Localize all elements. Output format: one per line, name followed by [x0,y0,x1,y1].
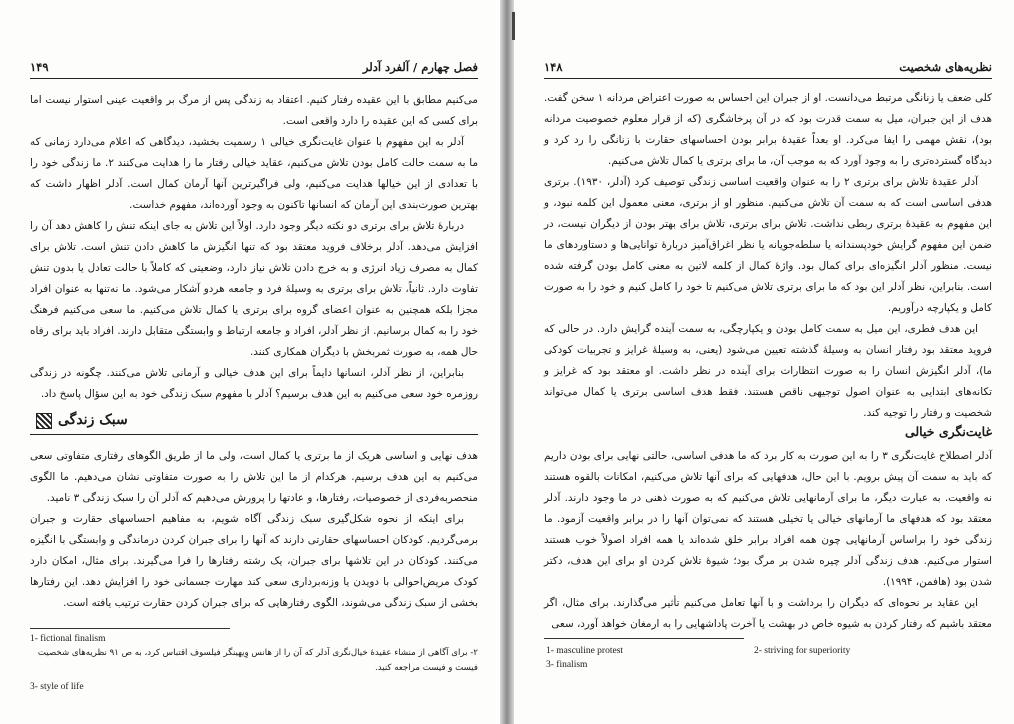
left-page [0,0,500,724]
right-page-number: ۱۴۸ [544,60,563,74]
right-running-title: نظریه‌های شخصیت [899,60,992,74]
paragraph: این هدف فطری، این میل به سمت کامل بودن و یکپارچگی، به سمت آینده گرایش دارد. در حالی که فروید معتقد بود رفتار انسان به وسیلهٔ گذشته تعیین می‌شود (یعنی، به وسیلهٔ غرایز و تجربیات کودکی ما)، آدلر انگیزش انسان را به صورت انتظارات برای آینده در نظر داشت. او معتقد بود که غرایز و تکانه‌های ابتدایی به عنوان اصول توجیهی ناقص هستند. فقط هدف اساسی برتری یا کمال می‌تواند شخصیت و رفتار را توجیه کند. [544,323,992,419]
book-gutter [500,0,514,724]
right-body-bottom [544,446,992,635]
left-body-bottom [30,446,478,614]
footnote-3: 3- style of life [30,682,84,692]
left-running-title: فصل چهارم / آلفرد آدلر [362,60,478,74]
left-body-top [30,90,478,405]
footnote-1: 1- masculine protest [546,646,624,656]
paragraph: این عقاید بر نحوه‌ای که دیگران را برداشت و با آنها تعامل می‌کنیم تأثیر می‌گذارند. برای مثال، اگر معتقد باشیم که رفتار کردن به شیوه خاص در بهشت یا آخرت پاداشهایی را به ارمغان خواهد آورد، سعی [544,597,992,630]
paragraph: می‌کنیم مطابق با این عقیده رفتار کنیم. اعتقاد به زندگی پس از مرگ بر واقعیت عینی استوار نیست اما برای کسی که این عقیده را دارد واقعی است. [30,94,478,127]
paragraph: هدف نهایی و اساسی هریک از ما برتری یا کمال است، ولی ما از طریق الگوهای رفتاری متفاوتی سعی می‌کنیم به این هدف برسیم. هرکدام از ما این تلاش را به صورت متفاوتی نشان می‌دهیم. ما الگوی منحصربه‌فردی از خصوصیات، رفتارها، و عادتها را پرورش می‌دهیم که آدلر آن را سبک زندگی ۳ نامید. [30,450,478,504]
right-page [514,0,1014,724]
paragraph: بنابراین، از نظر آدلر، انسانها دایماً برای این هدف خیالی و آرمانی تلاش می‌کنند. چگونه در زندگی روزمره خود سعی می‌کنیم به این هدف برسیم؟ آدلر با مفهوم سبک زندگی خود به این سؤال پاسخ داد. [30,367,478,400]
footnote-3: 3- finalism [546,660,588,670]
section-ornament-icon [36,413,52,429]
paragraph: آدلر عقیدهٔ تلاش برای برتری ۲ را به عنوان واقعیت اساسی زندگی توصیف کرد (آدلر، ۱۹۳۰). برتری هدفی اساسی است که به سمت آن تلاش می‌کنیم. منظور او از برتری، معنی معمول این کلمه نبود، و این مفهوم به عقیدهٔ برتری ربطی نداشت. تلاش برای برتری، تلاش برای بهتر بودن از دیگران نیست، در ضمن این مفهوم گرایش خودپسندانه یا سلطه‌جویانه یا نظر اغراق‌آمیز دربارهٔ توانایی‌ها و دستاوردهای ما نیست. منظور آدلر انگیزه‌ای برای کمال بود. واژهٔ کمال از کلمه لاتین به معنی کامل بودن گرفته شده است. بنابراین، نظر آدلر این بود که ما برای برتری تلاش می‌کنیم تا خود را کامل کنیم و خود را به صورت کامل و یکپارچه درآوریم. [544,176,992,314]
footnote-1: 1- fictional finalism [30,634,106,644]
left-running-header [30,58,478,79]
paragraph: برای اینکه از نحوه شکل‌گیری سبک زندگی آگاه شویم، به مفاهیم احساسهای حقارت و جبران برمی‌گردیم. کودکان احساسهای حقارتی دارند که آنها را برای جبران کردن درماندگی و وابستگی با انگیزه می‌کنند. کودکان در این تلاشها برای جبران، یک رشته رفتارها را فرا می‌گیرند. برای مثال، امکان دارد کودک مریض‌احوالی با دویدن یا وزنه‌برداری سعی کند مهارت جسمانی خود را افزایش دهد. این رفتارها بخشی از سبک زندگی می‌شوند، الگوی رفتارهایی که برای جبران کردن حقارت ترتیب یافته است. [30,513,478,609]
footnote-rule [544,638,744,639]
section-heading-fictional-finalism: غایت‌نگری خیالی [904,424,992,439]
footnote-2: ۲- برای آگاهی از منشاء عقیدهٔ خیال‌نگری آدلر که آن را از هانس وِیهینگر فیلسوف اقتباس کرد، به ص ۹۱ نظریه‌های شخصیت فیست و فیست مراجعه کنید. [37,648,478,673]
footnote-2: 2- striving for superiority [754,646,851,656]
section-title: سبک زندگی [58,412,128,428]
right-body-top [544,88,992,424]
left-page-number: ۱۴۹ [30,60,49,74]
section-heading-lifestyle [30,412,478,435]
paragraph: کلی ضعف یا زنانگی مرتبط می‌دانست. او از جبران این احساس به صورت اعتراض مردانه ۱ سخن گفت. هدف از این جبران، میل به سمت قدرت بود که در آن پرخاشگری (که از قرار معلوم خصوصیت مردانه بود)، نقش مهمی را ایفا می‌کرد. او بعداً عقیدهٔ برابر بودن احساسهای حقارت با زنانگی را رد کرد و دیدگاه گسترده‌تری را به وجود آورد که به موجب آن، ما برای برتری یا کمال تلاش می‌کنیم. [544,92,992,167]
paragraph: آدلر به این مفهوم با عنوان غایت‌نگری خیالی ۱ رسمیت بخشید، دیدگاهی که اعلام می‌دارد زمانی که ما به سمت حالت کامل بودن تلاش می‌کنیم، عقاید خیالی رفتار ما را هدایت می‌کنند ۲. ما زندگی خود را با تعدادی از این خیالها هدایت می‌کنیم، ولی فراگیرترین آنها آرمان کمال است. آدلر اظهار داشت که بهترین صورت‌بندی این آرمان که انسانها تاکنون به وجود آورده‌اند، مفهوم خداست. [30,136,479,211]
paragraph: دربارهٔ تلاش برای برتری دو نکته دیگر وجود دارد. اولاً این تلاش به جای اینکه تنش را کاهش دهد آن را افزایش می‌دهد. آدلر برخلاف فروید معتقد بود که تنها انگیزش ما کاهش دادن تنش است. تلاش برای کمال به مصرف زیاد انرژی و به خرج دادن تلاش نیاز دارد، وضعیتی که کاملاً با حالت تعادل یا بدون تنش تفاوت دارد. ثانیاً، تلاش برای برتری به وسیلهٔ فرد و جامعه هردو آشکار می‌شود. ما نه‌تنها به عنوان افراد مجزا بلکه همچنین به عنوان اعضای گروه برای برتری یا کمال تلاش می‌کنیم. ما سعی می‌کنیم فرهنگ خود را به کمال برسانیم. از نظر آدلر، افراد و جامعه ارتباط و وابستگی متقابل دارند. افراد باید برای رفاه حال همه، به صورت ثمربخش با دیگران همکاری کنند. [30,220,478,358]
footnote-rule [30,628,230,629]
paragraph: آدلر اصطلاح غایت‌نگری ۳ را به این صورت به کار برد که ما هدفی اساسی، حالتی نهایی برای بودن داریم که باید به سمت آن پیش برویم. با این حال، هدفهایی که برای آنها تلاش می‌کنیم، امکانات بالقوه هستند نه واقعیت. به عبارت دیگر، ما برای آرمانهایی تلاش می‌کنیم که به صورت ذهنی در ما وجود دارند. آدلر معتقد بود که هدفهای ما آرمانهای خیالی یا تخیلی هستند که نمی‌توان آنها را در برابر واقعیت آزمود. ما زندگی خود را براساس آرمانهایی چون همه افراد برابر خلق شده‌اند یا همه افراد اصولاً خوب هستند استوار می‌کنیم. هدف زندگی آدلر چیره شدن بر مرگ بود؛ شیوهٔ تلاش کردن او برای این هدف، دکتر شدن بود (هافمن، ۱۹۹۴). [544,450,992,588]
right-running-header [544,58,992,79]
